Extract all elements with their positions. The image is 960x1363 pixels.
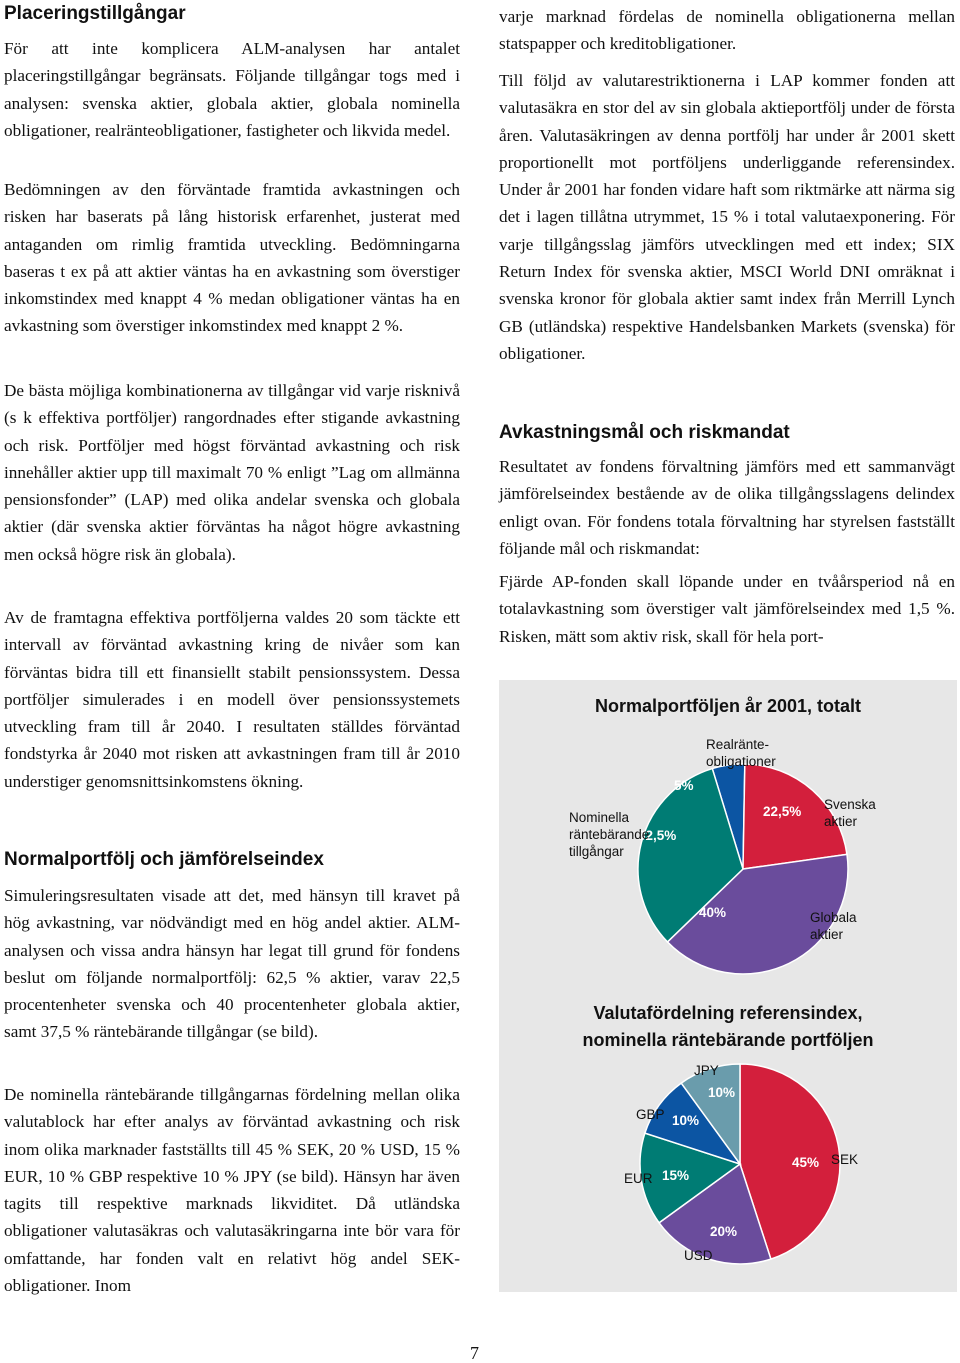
- data-label-usd: 20%: [710, 1224, 738, 1239]
- data-label-gbp: 10%: [672, 1113, 700, 1128]
- slice-label-usd: USD: [684, 1248, 713, 1263]
- paragraph: Fjärde AP-fonden skall löpande under en tvåårsperiod nå en totalavkastning som överstiger valt jämförelseindex med 1,5 %. Risken, mätt som aktiv risk, skall för hela port-: [499, 572, 955, 646]
- pie-charts: [499, 680, 957, 1292]
- slice-label-nominella-räntebärande-tillgångar: tillgångar: [569, 844, 624, 859]
- data-label-realränteobligationer: 5%: [674, 778, 694, 793]
- heading-avkastningsmal: Avkastningsmål och riskmandat: [499, 422, 790, 443]
- slice-label-sek: SEK: [831, 1152, 859, 1167]
- slice-label-eur: EUR: [624, 1171, 653, 1186]
- slice-label-nominella-räntebärande-tillgångar: Nominella: [569, 810, 630, 825]
- data-label-jpy: 10%: [708, 1085, 736, 1100]
- slice-label-globala-aktier: aktier: [810, 927, 844, 942]
- slice-label-nominella-räntebärande-tillgångar: räntebärande: [569, 827, 650, 842]
- data-label-svenska-aktier: 22,5%: [763, 804, 802, 819]
- paragraph: varje marknad fördelas de nominella obligationerna mellan statspapper och kreditobligationer.: [499, 7, 955, 54]
- data-label-globala-aktier: 40%: [699, 905, 727, 920]
- data-label-sek: 45%: [792, 1155, 820, 1170]
- paragraph: Simuleringsresultaten visade att det, med hänsyn till kravet på hög avkastning, var nödvändigt med en hög andel aktier. ALM-analysen och vissa andra hänsyn har legat till grund för fondens beslut om följande normalportfölj: 62,5 % aktier, varav 22,5 procentenheter svenska och 40 procentenheter globala aktier, samt 37,5 % räntebärande tillgångar (se bild).: [4, 886, 460, 1042]
- slice-label-realränteobligationer: obligationer: [706, 754, 776, 769]
- slice-label-svenska-aktier: aktier: [824, 814, 858, 829]
- paragraph: Av de framtagna effektiva portföljerna valdes 20 som täckte ett intervall av förväntad avkastning kring de nivåer som kan förväntas bidra till ett finansiellt stabilt pensionssystem. Dessa portföljer simulerades i en modell över pensionssystemets utveckling fram till år 2040. I resultaten ställdes förväntad fondstyrka år 2040 mot risken att avkastningen fram till år 2010 understiger genomsnittsinkomstens ökning.: [4, 608, 460, 791]
- page-number: 7: [470, 1343, 479, 1363]
- data-label-eur: 15%: [662, 1168, 690, 1183]
- paragraph: De bästa möjliga kombinationerna av tillgångar vid varje risknivå (s k effektiva portföljer) rangordnades efter stigande avkastning och risk. Portföljer med högst förväntad avkastning och risk innehåller aktier upp till maximalt 70 % enligt ”Lag om allmänna pensionsfonder” (LAP) med olika andelar svenska och globala aktier (där svenska aktier förväntas ha något högre avkastning men också högre risk än globala).: [4, 381, 460, 564]
- chart-title-valutafordelning-line1: Valutafördelning referensindex,: [593, 1003, 863, 1023]
- slice-label-globala-aktier: Globala: [810, 910, 857, 925]
- slice-label-jpy: JPY: [694, 1063, 719, 1078]
- paragraph: De nominella räntebärande tillgångarnas fördelning mellan olika valutablock har efter analys av förväntad avkastning och risk inom olika marknader fastställts till 45 % SEK, 20 % USD, 15 % EUR, 10 % GBP respektive 10 % JPY (se bild). Hänsyn har även tagits till respektive marknads likviditet. Då utländska obligationer valutasäkras och valutasäkringarna inte bör vara för omfattande, har fonden valt en relativt hög andel SEK-obligationer. Inom: [4, 1085, 460, 1296]
- heading-placeringstillgangar: Placeringstillgångar: [4, 3, 186, 24]
- chart-title-normalportfoljen: Normalportföljen år 2001, totalt: [594, 696, 862, 716]
- slice-label-gbp: GBP: [636, 1107, 665, 1122]
- heading-normalportfolj: Normalportfölj och jämförelseindex: [4, 849, 324, 870]
- paragraph: Till följd av valutarestriktionerna i LAP kommer fonden att valutasäkra en stor del av sin globala aktieportfölj under de första åren. Valutasäkringen av denna portfölj har under år 2001 skett proportionellt mot portföljens underliggande referensindex. Under år 2001 har fonden vidare haft som riktmärke att närma sig det i lagen tillåtna utrymmet, 15 % i total valutaexponering. För varje tillgångsslag jämförs utvecklingen med ett index; SIX Return Index för svenska aktier, MSCI World DNI omräknat i svenska kronor för globala aktier samt index från Merrill Lynch GB (utländska) respektive Handelsbanken Markets (svenska) för obligationer.: [499, 71, 955, 363]
- paragraph: För att inte komplicera ALM-analysen har antalet placeringstillgångar begränsats. Följande tillgångar togs med i analysen: svenska aktier, globala aktier, globala nominella obligationer, realränteobligationer, fastigheter och likvida medel.: [4, 39, 460, 140]
- chart-panel: [499, 680, 957, 1292]
- slice-label-svenska-aktier: Svenska: [824, 797, 876, 812]
- chart-title-valutafordelning-line2: nominella räntebärande portföljen: [582, 1030, 874, 1050]
- slice-label-realränteobligationer: Realränte-: [706, 737, 770, 752]
- paragraph: Bedömningen av den förväntade framtida avkastningen och risken har baserats på lång historisk erfarenhet, justerat med antaganden om rimlig framtida utveckling. Bedömningarna baseras t ex på att aktier väntas ha en avkastning som överstiger inkomstindex med knappt 4 % medan obligationer väntas ha en avkastning som överstiger inkomstindex med knappt 2 %.: [4, 180, 460, 336]
- data-label-nominella-räntebärande-tillgångar: 32,5%: [638, 828, 677, 843]
- paragraph: Resultatet av fondens förvaltning jämförs med ett sammanvägt jämförelseindex bestående av de olika tillgångsslagens delindex enligt ovan. För fondens totala förvaltning har styrelsen fastställt följande mål och riskmandat:: [499, 457, 955, 558]
